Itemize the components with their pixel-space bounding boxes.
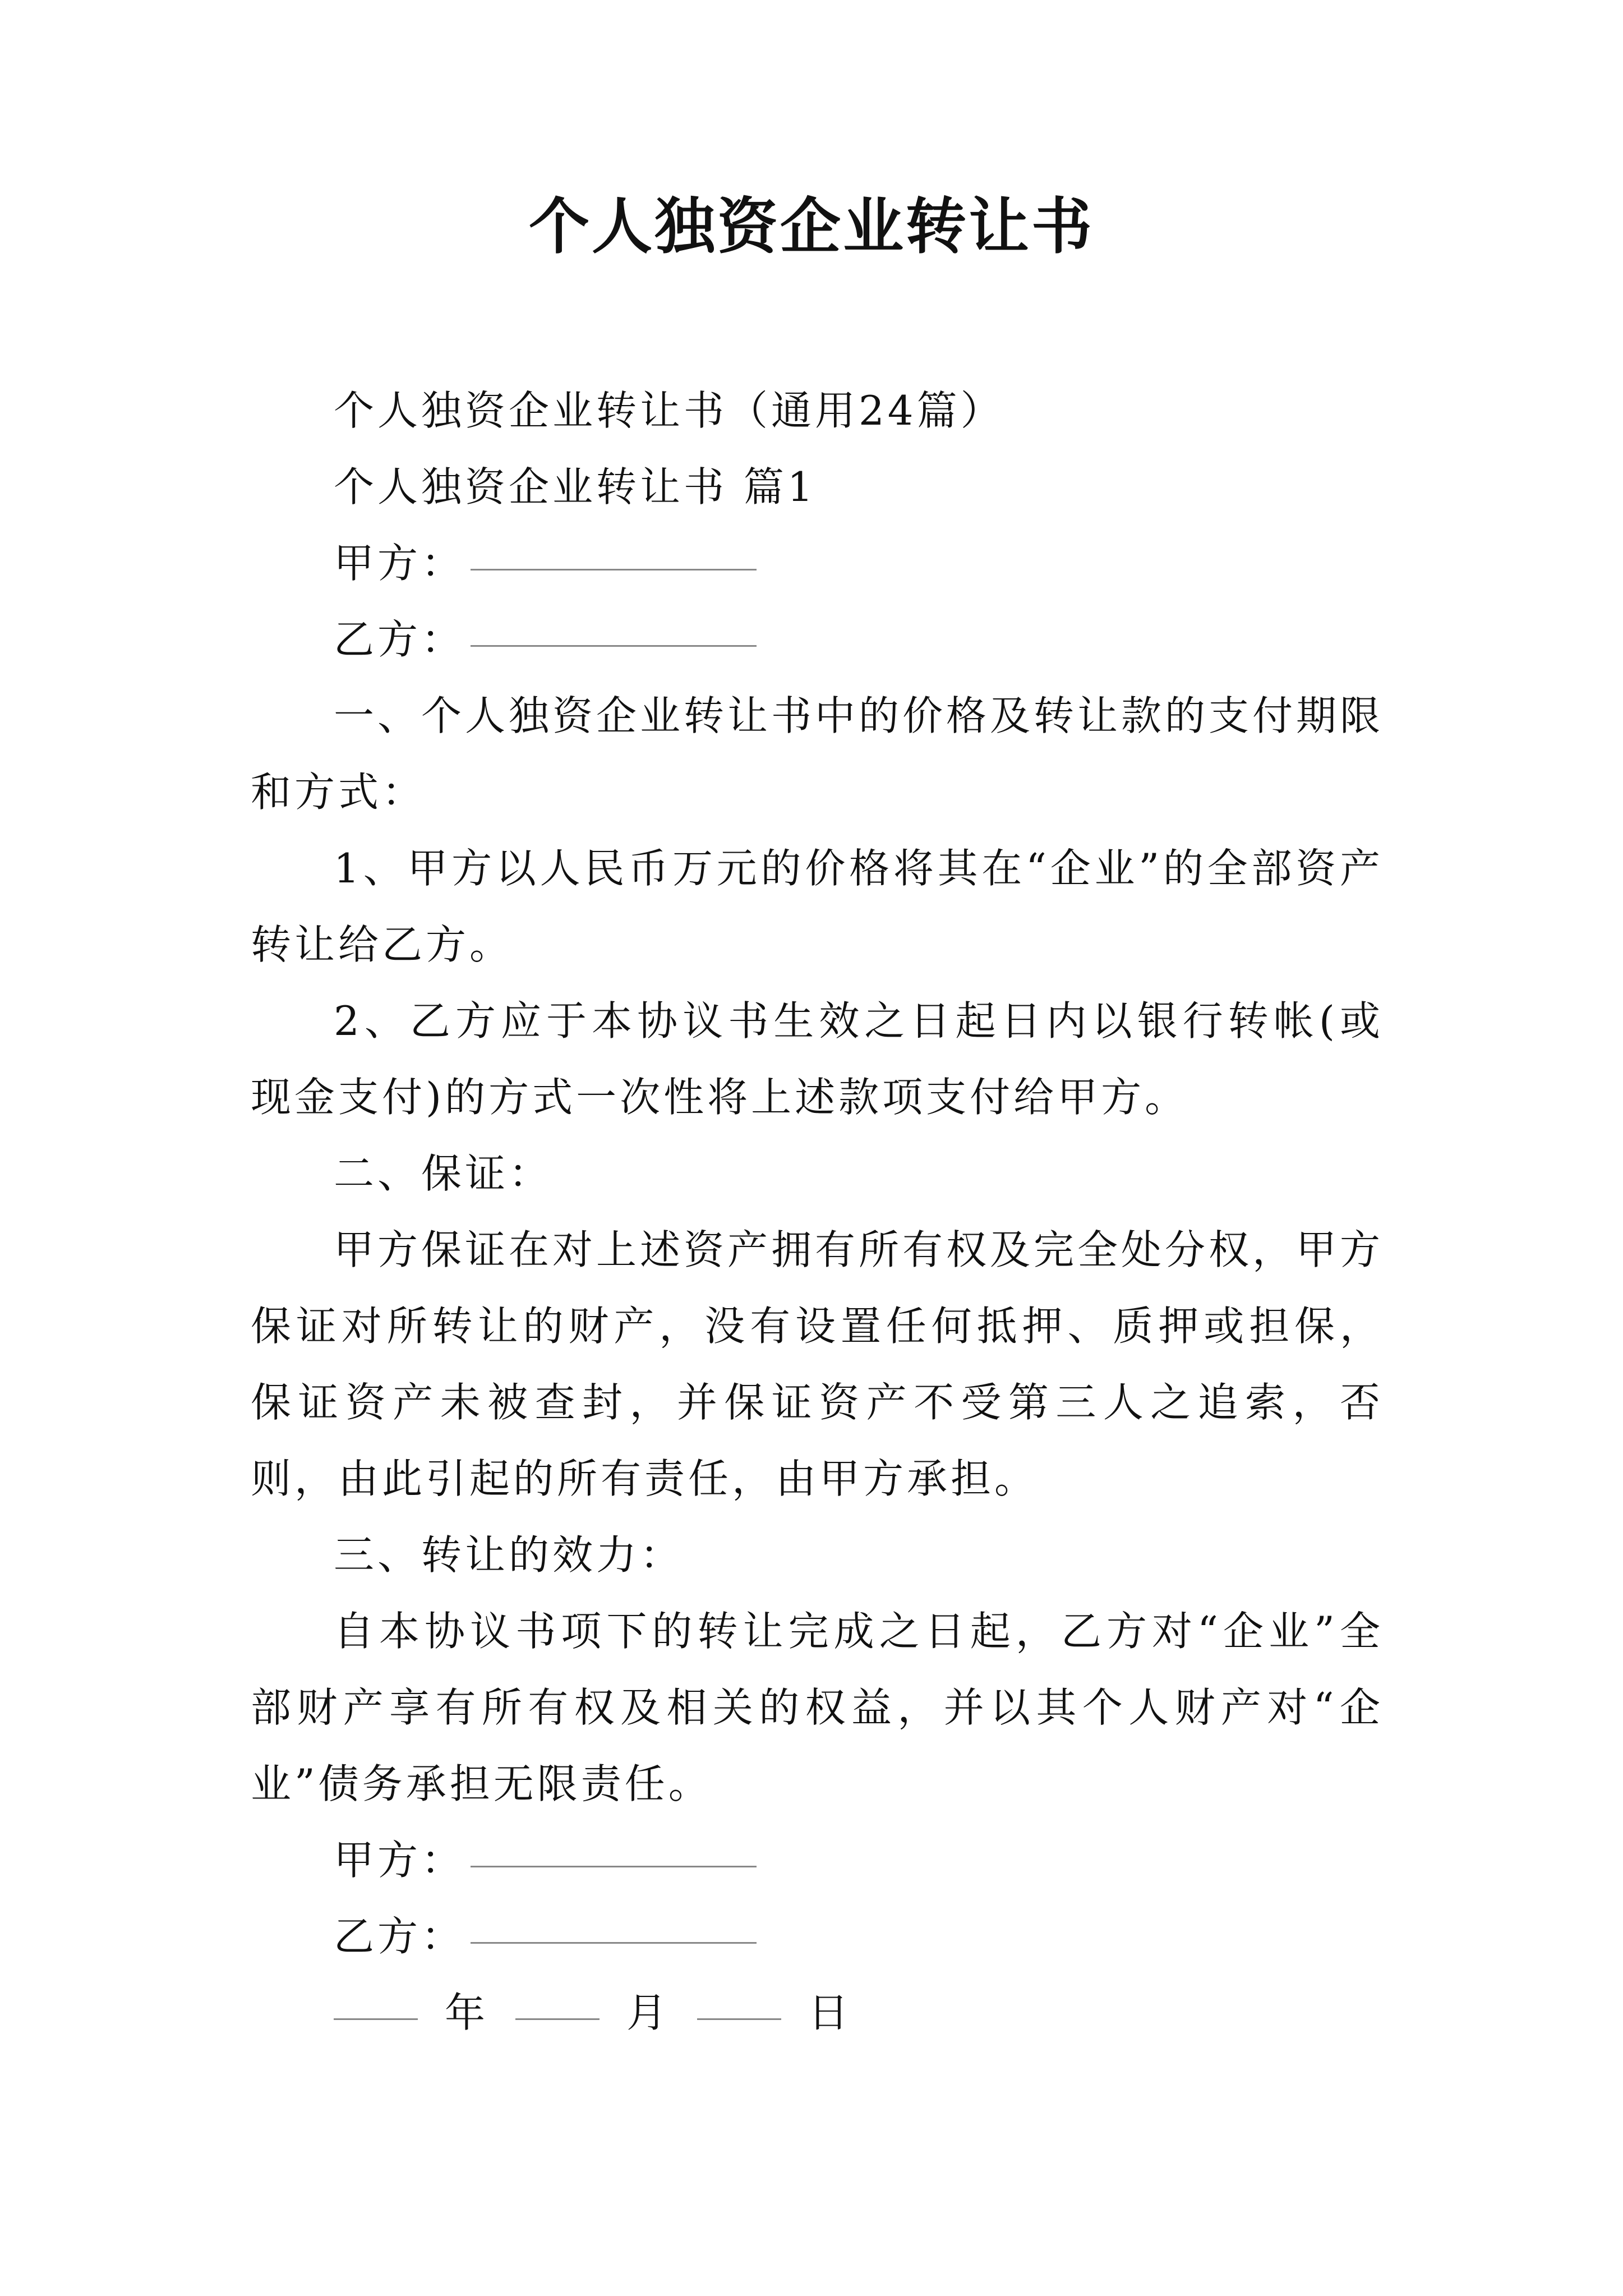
sign-party-b-blank (471, 1936, 757, 1944)
party-b-label: 乙方： (334, 616, 465, 663)
clause1-heading: 一、个人独资企业转让书中的价格及转让款的支付期限和方式： (251, 692, 1384, 816)
sign-party-a-blank (471, 1860, 757, 1867)
year-label: 年 (445, 1989, 489, 2036)
section-heading: 个人独资企业转让书 篇1 (334, 463, 817, 510)
sign-party-a-label: 甲方： (334, 1837, 465, 1884)
sign-party-b-line (251, 1898, 1384, 1975)
subtitle: 个人独资企业转让书（通用24篇） (334, 387, 1004, 434)
sign-party-a-line (251, 1822, 1384, 1898)
party-a-blank (471, 563, 757, 570)
clause3-text: 自本协议书项下的转让完成之日起，乙方对“企业”全部财产享有所有权及相关的权益，并以其个人财产对“企业”债务承担无限责任。 (251, 1608, 1384, 1807)
document-body (251, 372, 1384, 2051)
clause3-heading: 三、转让的效力： (334, 1531, 684, 1579)
day-label: 日 (808, 1989, 852, 2036)
party-b-line (251, 601, 1384, 678)
clause2-text: 甲方保证在对上述资产拥有所有权及完全处分权，甲方保证对所转让的财产，没有设置任何抵押、质押或担保，保证资产未被查封，并保证资产不受第三人之追索，否则，由此引起的所有责任，由甲方承担。 (251, 1226, 1384, 1502)
day-blank (697, 2013, 781, 2020)
month-label: 月 (626, 1989, 671, 2036)
party-a-label: 甲方： (334, 540, 465, 587)
sign-party-b-label: 乙方： (334, 1913, 465, 1960)
month-blank (515, 2013, 600, 2020)
clause1-item2: 2、乙方应于本协议书生效之日起日内以银行转帐(或现金支付)的方式一次性将上述款项支付给甲方。 (251, 997, 1384, 1121)
party-a-line (251, 525, 1384, 601)
date-line (251, 1975, 1384, 2051)
clause2-heading: 二、保证： (334, 1150, 553, 1197)
party-b-blank (471, 639, 757, 647)
document-title: 个人独资企业转让书 (528, 192, 1094, 262)
year-blank (334, 2013, 418, 2020)
clause1-item1: 1、甲方以人民币万元的价格将其在“企业”的全部资产转让给乙方。 (251, 845, 1384, 968)
